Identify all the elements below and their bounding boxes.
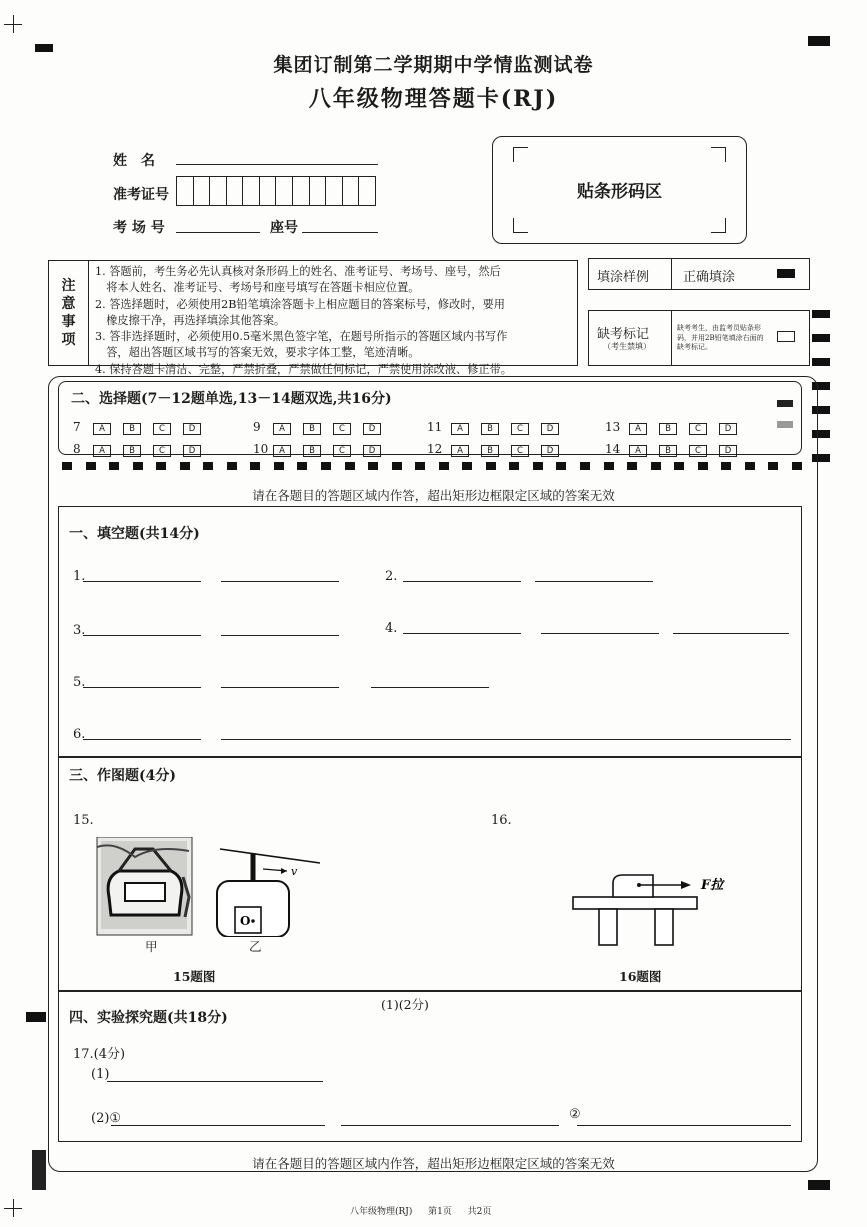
blank-q1-line1[interactable] xyxy=(83,565,201,582)
mcq-q14: 14 A B C D xyxy=(605,442,749,457)
bubble-11a[interactable]: A xyxy=(451,423,469,435)
q17-part2-line2[interactable] xyxy=(341,1109,559,1126)
q16-label: 16. xyxy=(491,813,512,828)
bubble-11d[interactable]: D xyxy=(541,423,559,435)
bubble-10b[interactable]: B xyxy=(303,445,321,457)
name-label: 姓 名 xyxy=(113,153,155,169)
absent-mark-note: 缺考考生，由监考员贴条形码，并用2B铅笔填涂右面的缺考标记。 xyxy=(677,324,764,351)
bubble-12b[interactable]: B xyxy=(481,445,499,457)
bubble-8c[interactable]: C xyxy=(153,445,171,457)
bubble-10a[interactable]: A xyxy=(273,445,291,457)
blank-q6-line2[interactable] xyxy=(221,723,791,740)
mcq-q11: 11 A B C D xyxy=(427,420,571,435)
boundary-note-top: 请在各题目的答题区域内作答，超出矩形边框限定区域的答案无效 xyxy=(252,488,615,503)
q17-part1-line[interactable] xyxy=(107,1065,323,1082)
bubble-11b[interactable]: B xyxy=(481,423,499,435)
experiment-title: 四、实验探究题(共18分) xyxy=(69,1010,228,1026)
blank-q6-label: 6. xyxy=(73,727,86,742)
bubble-10d[interactable]: D xyxy=(363,445,381,457)
mcq-q7: 7 A B C D xyxy=(73,420,213,435)
blank-q4-line3[interactable] xyxy=(673,617,789,634)
bubble-9b[interactable]: B xyxy=(303,423,321,435)
timing-mark xyxy=(26,1012,46,1022)
mcq-q12: 12 A B C D xyxy=(427,442,571,457)
bubble-12d[interactable]: D xyxy=(541,445,559,457)
fig16-caption: 16题图 xyxy=(619,969,662,984)
bubble-13c[interactable]: C xyxy=(689,423,707,435)
room-field[interactable] xyxy=(176,216,260,233)
blank-q1-line2[interactable] xyxy=(221,565,339,582)
blank-q2-label: 2. xyxy=(385,569,398,584)
table-block-figure xyxy=(569,867,749,949)
blank-q5-line2[interactable] xyxy=(221,671,339,688)
mcq-q9: 9 A B C D xyxy=(253,420,393,435)
fill-blank-title: 一、填空题(共14分) xyxy=(69,526,200,542)
q17-label: 17.(4分) xyxy=(73,1047,126,1062)
mcq-title: 二、选择题(7－12题单选,13－14题双选,共16分) xyxy=(71,391,392,407)
blank-q3-label: 3. xyxy=(73,623,86,638)
bubble-7c[interactable]: C xyxy=(153,423,171,435)
bubble-8a[interactable]: A xyxy=(93,445,111,457)
q17-part2-label: (2)① xyxy=(91,1111,122,1126)
blank-q4-line2[interactable] xyxy=(541,617,659,634)
registration-mark xyxy=(13,1199,14,1217)
blank-q3-line1[interactable] xyxy=(83,619,201,636)
timing-mark xyxy=(808,1180,830,1190)
absent-mark-label: 缺考标记 xyxy=(597,327,650,342)
footer-page: 第1页 xyxy=(428,1207,452,1217)
blank-q3-line2[interactable] xyxy=(221,619,339,636)
bubble-14d[interactable]: D xyxy=(719,445,737,457)
bubble-8b[interactable]: B xyxy=(123,445,141,457)
boundary-note-bottom: 请在各题目的答题区域内作答，超出矩形边框限定区域的答案无效 xyxy=(252,1156,615,1171)
bubble-13d[interactable]: D xyxy=(719,423,737,435)
footer xyxy=(350,1204,491,1217)
id-number-boxes[interactable] xyxy=(176,176,376,206)
fig15-yi: 乙 xyxy=(249,939,262,954)
bubble-9c[interactable]: C xyxy=(333,423,351,435)
answer-sheet-title: 八年级物理答题卡(RJ) xyxy=(308,86,559,112)
exam-title: 集团订制第二学期期中学情监测试卷 xyxy=(273,54,594,76)
absent-mark-box xyxy=(588,310,810,366)
fig15-caption: 15题图 xyxy=(173,969,216,984)
blank-q4-line1[interactable] xyxy=(403,617,521,634)
velocity-label: v xyxy=(291,865,298,878)
center-o-label: O xyxy=(240,914,251,928)
absent-bubble[interactable] xyxy=(777,331,795,342)
bubble-10c[interactable]: C xyxy=(333,445,351,457)
seat-label: 座号 xyxy=(270,220,298,236)
registration-mark xyxy=(13,15,14,33)
blank-q1-label: 1. xyxy=(73,569,86,584)
blank-q5-label: 5. xyxy=(73,675,86,690)
bubble-12a[interactable]: A xyxy=(451,445,469,457)
bubble-7a[interactable]: A xyxy=(93,423,111,435)
id-label: 准考证号 xyxy=(113,187,169,203)
mcq-q13: 13 A B C D xyxy=(605,420,749,435)
fill-sample-box xyxy=(588,258,810,290)
blank-q6-line1[interactable] xyxy=(83,723,201,740)
bubble-14c[interactable]: C xyxy=(689,445,707,457)
experiment-section xyxy=(58,990,802,1142)
bubble-12c[interactable]: C xyxy=(511,445,529,457)
bubble-9d[interactable]: D xyxy=(363,423,381,435)
drawing-title: 三、作图题(4分) xyxy=(69,768,176,784)
force-label: F拉 xyxy=(701,878,724,893)
name-field[interactable] xyxy=(176,148,378,165)
cable-car-figure xyxy=(95,837,325,937)
timing-mark xyxy=(808,36,830,46)
notice-text: 1. 答题前，考生务必先认真核对条形码上的姓名、准考证号、考场号、座号，然后 将本人姓名、准考证号、考场号和座号填写在答题卡相应位置。 2. 答选择题时，必须使用2B铅笔填涂答题卡上相应题目的答案标号，修改时，要用 橡皮擦干净，再选择填涂其他答案。 3. 答非选择题时，必须使用0.5毫米黑色签字笔，在题号所指示的答题区域内书写作 答，超出答题区域书写的答案无效，要求字体工整，笔迹清晰。 4. 保持答题卡清洁、完整，严禁折叠，严禁做任何标记，严禁使用涂改液、修正带。 xyxy=(95,265,512,376)
blank-q4-label: 4. xyxy=(385,621,398,636)
bubble-14a[interactable]: A xyxy=(629,445,647,457)
footer-subject: 八年级物理(RJ) xyxy=(350,1207,413,1217)
seat-field[interactable] xyxy=(302,216,378,233)
notice-title: 注意事项 xyxy=(49,261,89,365)
bubble-7b[interactable]: B xyxy=(123,423,141,435)
blank-q2-line1[interactable] xyxy=(403,565,521,582)
q17-part2b-line[interactable] xyxy=(577,1109,791,1126)
blank-q5-line1[interactable] xyxy=(83,671,201,688)
q17-part2-line1[interactable] xyxy=(111,1109,325,1126)
bubble-11c[interactable]: C xyxy=(511,423,529,435)
room-label: 考 场 号 xyxy=(113,220,165,236)
experiment-floating-label: (1)(2分) xyxy=(381,997,429,1012)
q17-part2b-label: ② xyxy=(569,1107,581,1122)
bubble-7d[interactable]: D xyxy=(183,423,201,435)
bubble-14b[interactable]: B xyxy=(659,445,677,457)
correct-fill-label: 正确填涂 xyxy=(683,270,736,285)
footer-total: 共2页 xyxy=(467,1207,492,1217)
barcode-label: 贴条形码区 xyxy=(577,182,662,202)
filled-bubble-sample xyxy=(777,269,795,278)
bubble-9a[interactable]: A xyxy=(273,423,291,435)
drawing-section xyxy=(58,756,802,992)
bubble-13a[interactable]: A xyxy=(629,423,647,435)
q15-label: 15. xyxy=(73,813,94,828)
notice-box xyxy=(48,260,578,376)
absent-mark-sub: （考生禁填） xyxy=(603,342,651,351)
fig15-jia: 甲 xyxy=(145,939,158,954)
fill-blank-section xyxy=(58,506,802,758)
mcq-q8: 8 A B C D xyxy=(73,442,213,457)
q17-part1-label: (1) xyxy=(91,1067,110,1082)
fill-sample-label: 填涂样例 xyxy=(597,270,650,285)
mcq-q10: 10 A B C D xyxy=(253,442,393,457)
mcq-section xyxy=(58,381,802,455)
blank-q5-line3[interactable] xyxy=(371,671,489,688)
timing-strip xyxy=(62,462,802,470)
barcode-area xyxy=(492,136,747,244)
bubble-8d[interactable]: D xyxy=(183,445,201,457)
bubble-13b[interactable]: B xyxy=(659,423,677,435)
blank-q2-line2[interactable] xyxy=(535,565,653,582)
